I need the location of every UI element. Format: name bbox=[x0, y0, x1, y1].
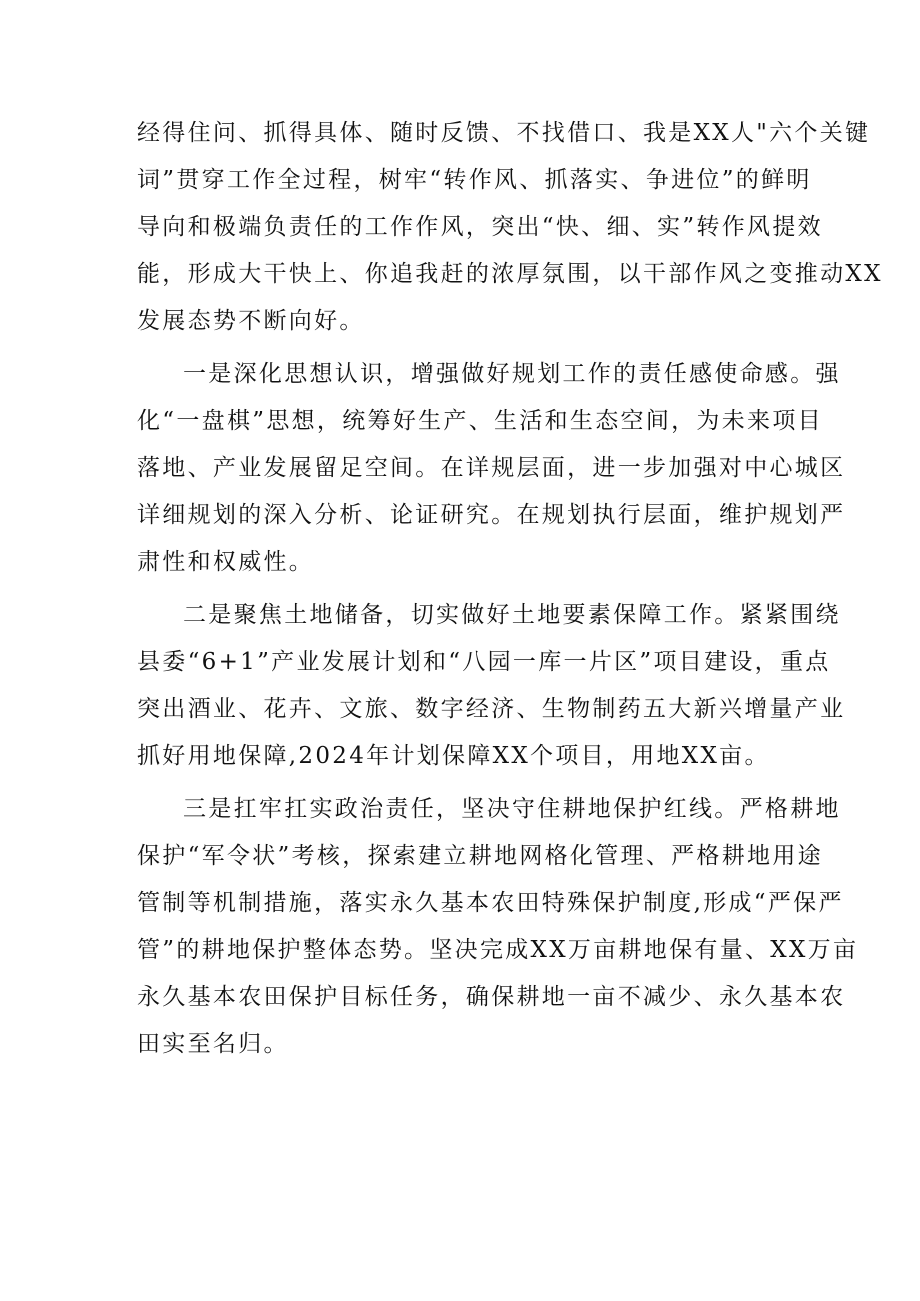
text-line: 三是扛牢扛实政治责任，坚决守住耕地保护红线。严格耕地 bbox=[183, 796, 841, 822]
text-line: 管制等机制措施，落实永久基本农田特殊保护制度,形成“严保严 bbox=[137, 890, 844, 916]
document-body bbox=[137, 110, 883, 1074]
text-line: 抓好用地保障,2024年计划保障XX个项目，用地XX亩。 bbox=[137, 743, 770, 769]
text-line: 详细规划的深入分析、论证研究。在规划执行层面，维护规划严 bbox=[137, 502, 846, 528]
paragraph-intro bbox=[137, 110, 883, 345]
text-line: 保护“军令状”考核，探索建立耕地网格化管理、严格耕地用途 bbox=[137, 843, 823, 869]
text-line: 县委“6+1”产业发展计划和“八园一库一片区”项目建设，重点 bbox=[137, 649, 831, 675]
text-line: 词”贯穿工作全过程，树牢“转作风、抓落实、争进位”的鲜明 bbox=[137, 167, 812, 193]
text-line: 经得住问、抓得具体、随时反馈、不找借口、我是XX人"六个关键 bbox=[137, 120, 871, 146]
text-line: 二是聚焦土地储备，切实做好土地要素保障工作。紧紧围绕 bbox=[183, 602, 841, 628]
text-line: 田实至名归。 bbox=[137, 1031, 289, 1057]
text-line: 肃性和权威性。 bbox=[137, 549, 315, 575]
text-line: 一是深化思想认识，增强做好规划工作的责任感使命感。强 bbox=[183, 361, 841, 387]
text-line: 能，形成大干快上、你追我赶的浓厚氛围，以干部作风之变推动XX bbox=[137, 261, 883, 287]
text-line: 突出酒业、花卉、文旅、数字经济、生物制药五大新兴增量产业 bbox=[137, 696, 846, 722]
paragraph-farmland-protection bbox=[137, 786, 859, 1068]
text-line: 落地、产业发展留足空间。在详规层面，进一步加强对中心城区 bbox=[137, 455, 846, 481]
text-line: 导向和极端负责任的工作作风，突出“快、细、实”转作风提效 bbox=[137, 214, 823, 240]
paragraph-land-reserve bbox=[137, 592, 846, 780]
text-line: 永久基本农田保护目标任务，确保耕地一亩不减少、永久基本农 bbox=[137, 984, 846, 1010]
text-line: 化“一盘棋”思想，统筹好生产、生活和生态空间，为未来项目 bbox=[137, 408, 823, 434]
text-line: 发展态势不断向好。 bbox=[137, 308, 365, 334]
text-line: 管”的耕地保护整体态势。坚决完成XX万亩耕地保有量、XX万亩 bbox=[137, 937, 859, 963]
paragraph-planning bbox=[137, 351, 846, 586]
